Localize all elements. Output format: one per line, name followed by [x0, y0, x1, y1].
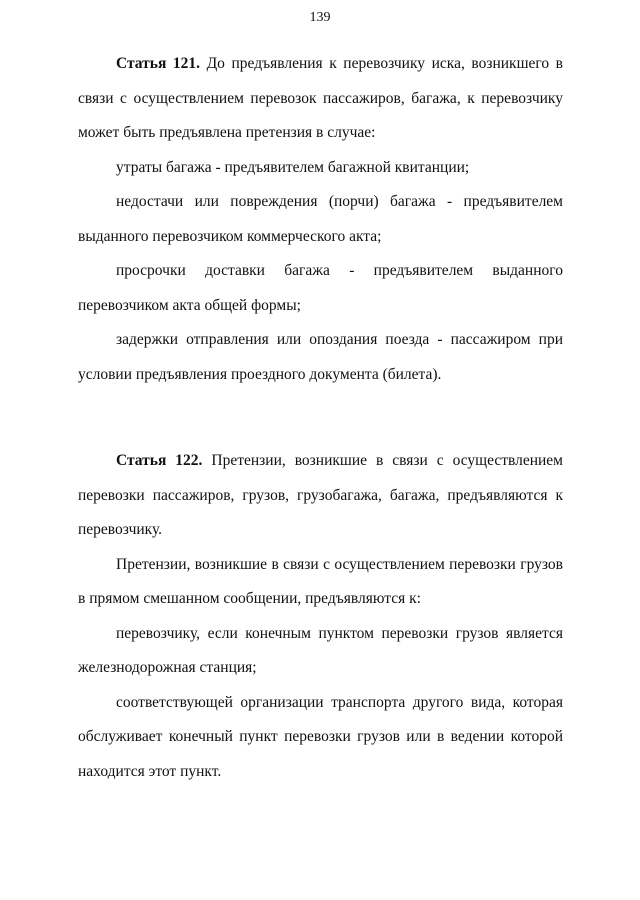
article-121-item-2: недостачи или повреждения (порчи) багажа - предъявителем выданного перевозчиком коммерческого акта;	[78, 193, 563, 245]
page-number: 139	[309, 10, 331, 25]
article-121-item-4: задержки отправления или опоздания поезда - пассажиром при условии предъявления проездного документа (билета).	[78, 331, 563, 383]
article-122-heading: Статья 122.	[116, 452, 203, 469]
article-122-intro-text: Претензии, возникшие в связи с осуществлением перевозки пассажиров, грузов, грузобагажа, багажа, предъявляются к перевозчику.	[78, 452, 563, 538]
article-separator	[78, 392, 563, 444]
article-122-item-1: перевозчику, если конечным пунктом перевозки грузов является железнодорожная станция;	[78, 624, 563, 676]
article-121-heading: Статья 121.	[116, 55, 201, 72]
article-122-paragraph-2: Претензии, возникшие в связи с осуществлением перевозки грузов в прямом смешанном сообщении, предъявляются к:	[78, 555, 563, 607]
article-122-item-2: соответствующей организации транспорта другого вида, которая обслуживает конечный пункт перевозки грузов или в ведении которой находится этот пункт.	[78, 693, 563, 780]
article-121-intro-text: До предъявления к перевозчику иска, возникшего в связи с осуществлением перевозок пассажиров, багажа, к перевозчику может быть предъявлена претензия в случае:	[78, 55, 563, 141]
article-121-intro	[78, 47, 563, 151]
article-121-item-3: просрочки доставки багажа - предъявителем выданного перевозчиком акта общей формы;	[78, 262, 563, 314]
document-body	[78, 47, 563, 789]
article-121-item-1: утраты багажа - предъявителем багажной квитанции;	[116, 158, 470, 176]
article-122-intro	[78, 444, 563, 548]
